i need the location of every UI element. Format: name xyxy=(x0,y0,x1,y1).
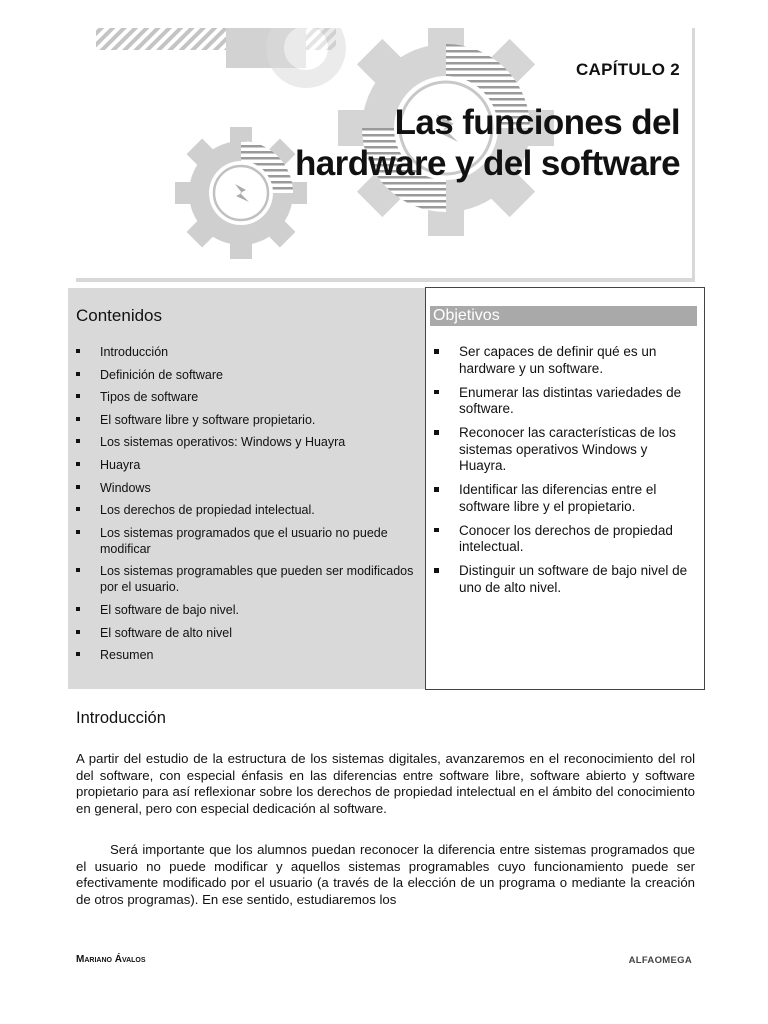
contents-item: Los sistemas operativos: Windows y Huayra xyxy=(68,434,418,450)
objectives-item: Distinguir un software de bajo nivel de uno de alto nivel. xyxy=(426,563,696,596)
chapter-title-line-1: Las funciones del xyxy=(394,103,680,142)
chapter-label: CAPÍTULO 2 xyxy=(575,60,680,79)
objectives-heading: Objetivos xyxy=(430,306,697,326)
objectives-box xyxy=(425,287,705,690)
contents-item: Windows xyxy=(68,480,418,496)
chapter-title-line-2: hardware y del software xyxy=(295,144,680,183)
contents-item: Resumen xyxy=(68,647,418,663)
contents-item: Introducción xyxy=(68,344,418,360)
objectives-list xyxy=(426,344,696,604)
contents-item: Huayra xyxy=(68,457,418,473)
objectives-item: Enumerar las distintas variedades de software. xyxy=(426,385,696,418)
contents-heading: Contenidos xyxy=(76,306,163,325)
contents-item: Los sistemas programables que pueden ser modificados por el usuario. xyxy=(68,563,418,595)
introduction-paragraph: A partir del estudio de la estructura de los sistemas digitales, avanzaremos en el reconocimiento del rol del software, con especial énfasis en las diferencias entre software libre, software abierto y software propietario para así reflexionar sobre los derechos de propiedad intelectual en el ámbito del conocimiento en general, pero con especial dedicación al software. xyxy=(76,751,695,816)
chapter-banner xyxy=(76,28,695,282)
introduction-paragraph: Será importante que los alumnos puedan reconocer la diferencia entre sistemas programados que el usuario no puede modificar y aquellos sistemas programables cuyo funcionamiento puede ser efectivamente modificado por el usuario (a través de la elección de un programa o mediante la creación de otros programas). En ese sentido, estudiaremos los xyxy=(76,842,695,907)
contents-item: El software libre y software propietario. xyxy=(68,412,418,428)
contents-item: Definición de software xyxy=(68,367,418,383)
objectives-item: Reconocer las características de los sistemas operativos Windows y Huayra. xyxy=(426,425,696,475)
objectives-item: Conocer los derechos de propiedad intelectual. xyxy=(426,523,696,556)
contents-item: Los sistemas programados que el usuario no puede modificar xyxy=(68,525,418,557)
footer-publisher: ALFAOMEGA xyxy=(628,955,692,966)
objectives-item: Ser capaces de definir qué es un hardware y un software. xyxy=(426,344,696,377)
objectives-item: Identificar las diferencias entre el software libre y el propietario. xyxy=(426,482,696,515)
contents-item: El software de alto nivel xyxy=(68,625,418,641)
contents-item: Los derechos de propiedad intelectual. xyxy=(68,502,418,518)
chapter-title xyxy=(295,102,680,184)
contents-list xyxy=(68,344,418,670)
contents-box xyxy=(68,288,426,689)
contents-item: El software de bajo nivel. xyxy=(68,602,418,618)
introduction-heading: Introducción xyxy=(76,709,166,727)
footer-author: Mariano Ávalos xyxy=(76,954,146,965)
contents-item: Tipos de software xyxy=(68,389,418,405)
